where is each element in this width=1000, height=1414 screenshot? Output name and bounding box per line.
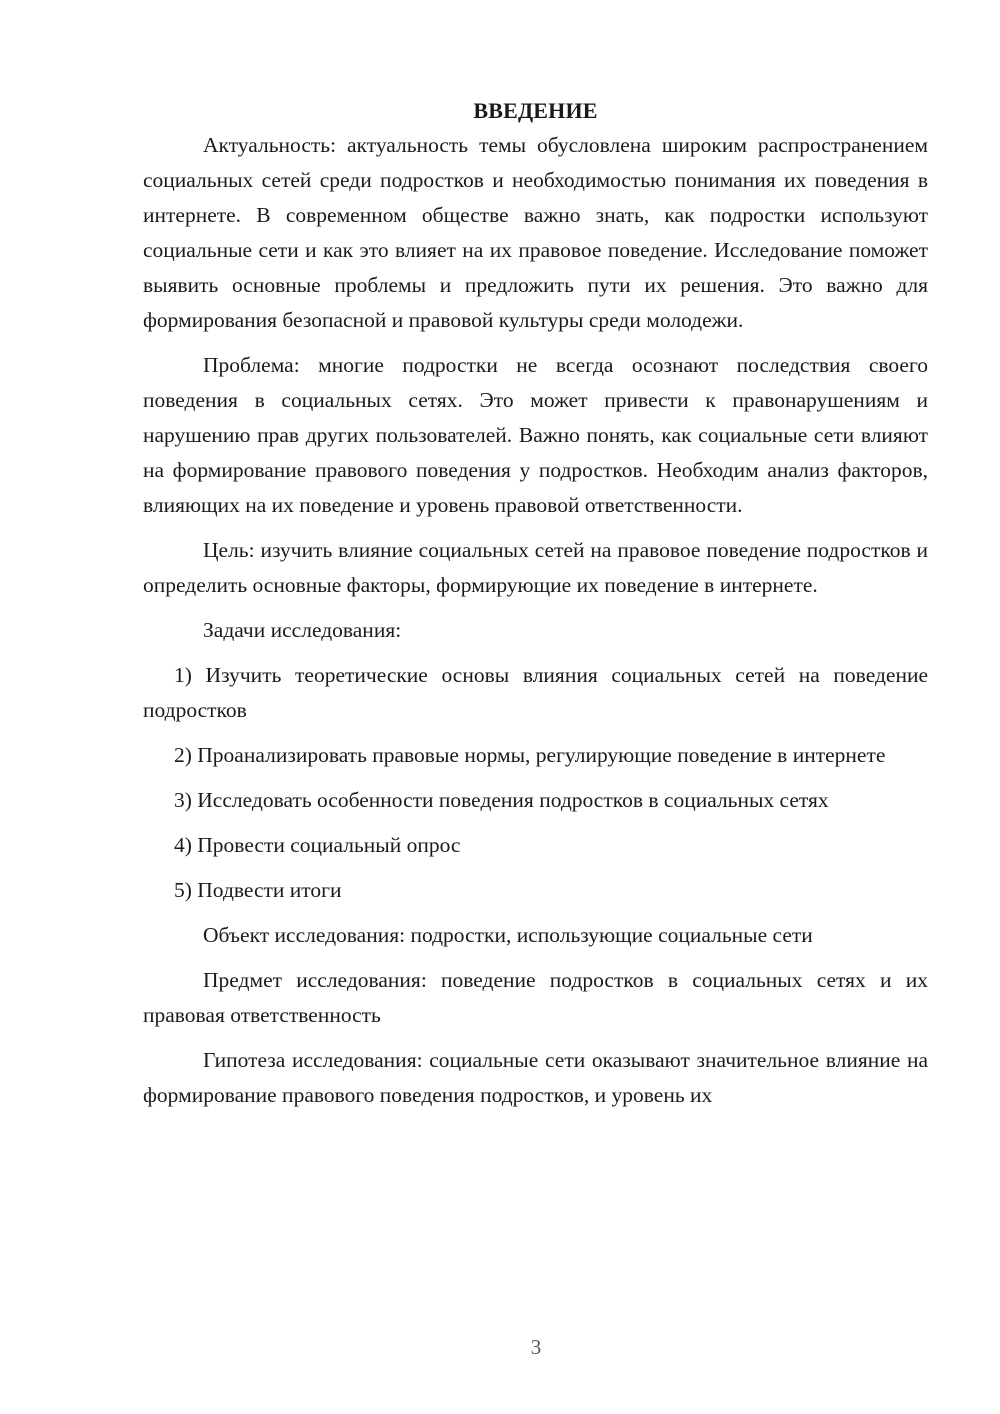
task-item: 3) Исследовать особенности поведения подростков в социальных сетях [174, 788, 829, 812]
relevance-paragraph: Актуальность: актуальность темы обусловлена широким распространением социальных сетей среди подростков и необходимостью понимания их поведения в интернете. В современном обществе важно знать, как подростки используют социальные сети и как это влияет на их правовое поведение. Исследование поможет выявить основные проблемы и предложить пути их решения. Это важно для формирования безопасной и правовой культуры среди молодежи. [143, 133, 928, 332]
task-item: 5) Подвести итоги [174, 878, 342, 902]
hypothesis-paragraph: Гипотеза исследования: социальные сети оказывают значительное влияние на формирование правового поведения подростков, и уровень их [143, 1048, 928, 1107]
object-paragraph: Объект исследования: подростки, использующие социальные сети [203, 923, 813, 947]
task-item: 2) Проанализировать правовые нормы, регулирующие поведение в интернете [174, 743, 886, 767]
document-page [143, 96, 928, 1113]
page-number: 3 [530, 1335, 542, 1359]
section-heading: ВВЕДЕНИЕ [473, 98, 598, 123]
task-item: 1) Изучить теоретические основы влияния социальных сетей на поведение подростков [143, 663, 928, 722]
goal-paragraph: Цель: изучить влияние социальных сетей на правовое поведение подростков и определить основные факторы, формирующие их поведение в интернете. [143, 538, 928, 597]
task-item: 4) Провести социальный опрос [174, 833, 461, 857]
tasks-heading: Задачи исследования: [203, 618, 402, 642]
subject-paragraph: Предмет исследования: поведение подростков в социальных сетях и их правовая ответственность [143, 968, 928, 1027]
problem-paragraph: Проблема: многие подростки не всегда осознают последствия своего поведения в социальных сетях. Это может привести к правонарушениям и нарушению прав других пользователей. Важно понять, как социальные сети влияют на формирование правового поведения у подростков. Необходим анализ факторов, влияющих на их поведение и уровень правовой ответственности. [143, 353, 928, 517]
